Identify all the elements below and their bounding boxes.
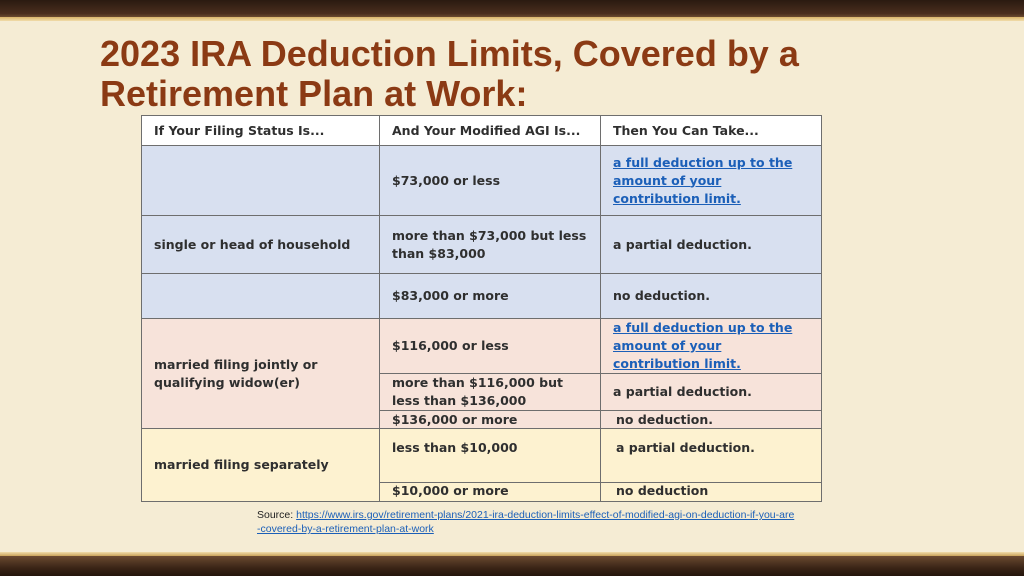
agi-cell: $73,000 or less bbox=[380, 146, 601, 216]
status-cell: married filing separately bbox=[142, 429, 380, 502]
top-accent-line bbox=[0, 17, 1024, 21]
bottom-border-bar bbox=[0, 556, 1024, 576]
take-cell: a partial deduction. bbox=[601, 374, 822, 411]
top-border-bar bbox=[0, 0, 1024, 17]
take-cell: a partial deduction. bbox=[601, 429, 822, 483]
full-deduction-link[interactable]: a full deduction up to the amount of your contribution limit. bbox=[613, 154, 793, 206]
table-row bbox=[142, 146, 822, 216]
table-row bbox=[142, 319, 822, 374]
agi-cell: $83,000 or more bbox=[380, 274, 601, 319]
status-cell-empty bbox=[142, 146, 380, 216]
status-cell: single or head of household bbox=[142, 216, 380, 274]
agi-cell: less than $10,000 bbox=[380, 429, 601, 483]
take-cell bbox=[601, 319, 822, 374]
header-can-take: Then You Can Take... bbox=[601, 116, 822, 146]
take-cell bbox=[601, 146, 822, 216]
agi-cell: $136,000 or more bbox=[380, 411, 601, 429]
slide-title: 2023 IRA Deduction Limits, Covered by a Retirement Plan at Work: bbox=[100, 33, 799, 114]
source-citation bbox=[257, 508, 797, 536]
table-row bbox=[142, 429, 822, 483]
agi-cell: $10,000 or more bbox=[380, 483, 601, 502]
status-cell: married filing jointly or qualifying widow(er) bbox=[142, 319, 380, 429]
table-row bbox=[142, 274, 822, 319]
take-cell: a partial deduction. bbox=[601, 216, 822, 274]
header-modified-agi: And Your Modified AGI Is... bbox=[380, 116, 601, 146]
agi-cell: $116,000 or less bbox=[380, 319, 601, 374]
agi-cell: more than $116,000 but less than $136,000 bbox=[380, 374, 601, 411]
status-cell-empty bbox=[142, 274, 380, 319]
ira-deduction-table bbox=[141, 115, 822, 502]
agi-cell: more than $73,000 but less than $83,000 bbox=[380, 216, 601, 274]
header-filing-status: If Your Filing Status Is... bbox=[142, 116, 380, 146]
table-header-row bbox=[142, 116, 822, 146]
take-cell: no deduction. bbox=[601, 274, 822, 319]
source-link[interactable]: https://www.irs.gov/retirement-plans/2021-ira-deduction-limits-effect-of-modified-agi-on-deduction-if-you-are-covered-by-a-retirement-plan-at-work bbox=[257, 509, 795, 535]
take-cell: no deduction bbox=[601, 483, 822, 502]
source-label: Source: bbox=[257, 509, 294, 521]
full-deduction-link[interactable]: a full deduction up to the amount of your contribution limit. bbox=[613, 320, 793, 371]
take-cell: no deduction. bbox=[601, 411, 822, 429]
table-row bbox=[142, 216, 822, 274]
